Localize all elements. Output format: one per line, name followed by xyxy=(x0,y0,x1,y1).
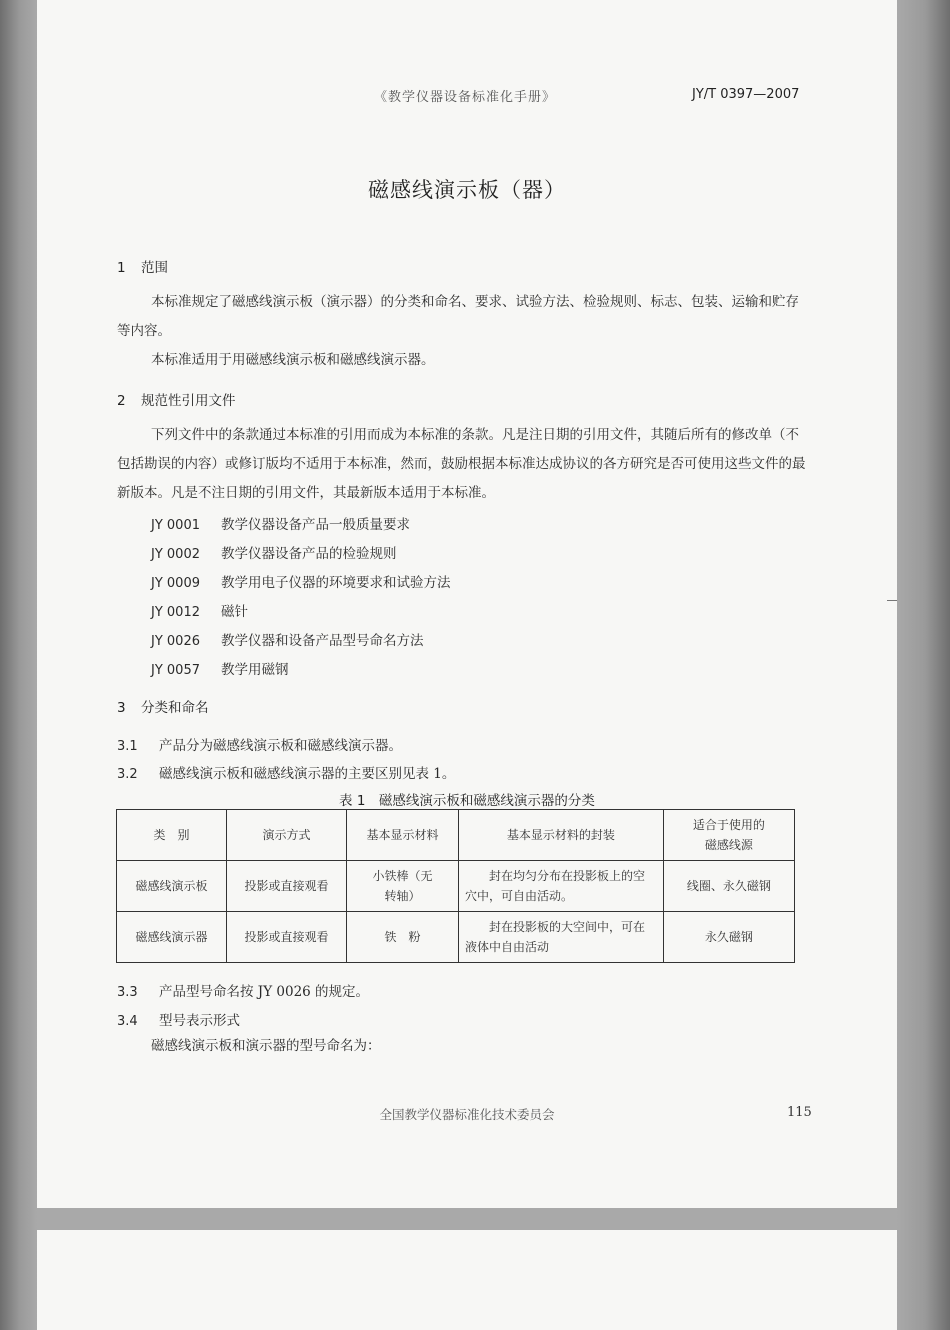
clause-number: 3.3 xyxy=(117,985,138,1000)
scan-mark xyxy=(887,600,897,601)
table-cell: 投影或直接观看 xyxy=(226,861,346,912)
document-title: 磁感线演示板（器） xyxy=(368,178,566,202)
clause-3-2 xyxy=(117,762,455,782)
reference-code: JY 0002 xyxy=(151,547,200,562)
table-cell: 磁感线演示器 xyxy=(117,912,227,963)
reference-title: 教学仪器和设备产品型号命名方法 xyxy=(221,633,424,649)
reference-title: 磁针 xyxy=(221,604,248,620)
section-1-paragraph-2: 本标准适用于用磁感线演示板和磁感线演示器。 xyxy=(151,352,435,368)
table-cell: 投影或直接观看 xyxy=(226,912,346,963)
section-3-heading xyxy=(117,696,209,716)
reference-code: JY 0026 xyxy=(151,634,200,649)
clause-text: 产品分为磁感线演示板和磁感线演示器。 xyxy=(159,738,402,754)
clause-number: 3.1 xyxy=(117,739,138,754)
section-1-paragraph-1: 本标准规定了磁感线演示板（演示器）的分类和命名、要求、试验方法、检验规则、标志、包装、运输和贮存等内容。 xyxy=(117,294,799,339)
table-caption: 表 1 磁感线演示板和磁感线演示器的分类 xyxy=(339,793,595,809)
table-cell xyxy=(347,861,459,912)
table-header-cell: 演示方式 xyxy=(226,810,346,861)
clause-3-4-paragraph: 磁感线演示板和演示器的型号命名为： xyxy=(151,1038,381,1054)
table-cell-text: 小铁棒（无转轴） xyxy=(372,869,433,903)
clause-text: 产品型号命名按 JY 0026 的规定。 xyxy=(159,984,370,1000)
table-row xyxy=(117,912,795,963)
reference-title: 教学用电子仪器的环境要求和试验方法 xyxy=(221,575,451,591)
section-2-paragraph-1: 下列文件中的条款通过本标准的引用而成为本标准的条款。凡是注日期的引用文件，其随后所有的修改单（不包括勘误的内容）或修订版均不适用于本标准，然而，鼓励根据本标准达成协议的各方研究是否可使用这些文件的最新版本。凡是不注日期的引用文件，其最新版本适用于本标准。 xyxy=(117,427,806,501)
classification-table xyxy=(116,809,795,963)
table-header-row xyxy=(117,810,795,861)
clause-number: 3.2 xyxy=(117,767,138,782)
reference-code: JY 0012 xyxy=(151,605,200,620)
table-cell: 磁感线演示板 xyxy=(117,861,227,912)
table-header-cell: 类 别 xyxy=(117,810,227,861)
next-page xyxy=(37,1230,897,1330)
reference-code: JY 0057 xyxy=(151,663,200,678)
document-page xyxy=(37,0,897,1208)
reference-item xyxy=(151,571,451,591)
clause-text: 磁感线演示板和磁感线演示器的主要区别见表 1。 xyxy=(159,766,456,782)
reference-title: 教学仪器设备产品一般质量要求 xyxy=(221,517,410,533)
reference-code: JY 0009 xyxy=(151,576,200,591)
table-row xyxy=(117,861,795,912)
clause-3-3 xyxy=(117,980,369,1000)
table-cell: 封在均匀分布在投影板上的空穴中，可自由活动。 xyxy=(459,861,664,912)
reference-code: JY 0001 xyxy=(151,518,200,533)
clause-3-1 xyxy=(117,734,402,754)
section-1-number: 1 xyxy=(117,260,126,276)
section-2-number: 2 xyxy=(117,393,126,409)
section-2-title: 规范性引用文件 xyxy=(141,393,236,409)
clause-number: 3.4 xyxy=(117,1014,138,1029)
reference-item xyxy=(151,542,397,562)
page-number: 115 xyxy=(787,1105,812,1120)
table-cell: 铁 粉 xyxy=(347,912,459,963)
reference-title: 教学仪器设备产品的检验规则 xyxy=(221,546,397,562)
clause-3-4 xyxy=(117,1009,240,1029)
section-1-heading xyxy=(117,256,168,276)
footer-organization: 全国教学仪器标准化技术委员会 xyxy=(379,1107,555,1122)
table-header-cell: 基本显示材料的封装 xyxy=(459,810,664,861)
reference-item xyxy=(151,658,289,678)
header-standard-code: JY/T 0397—2007 xyxy=(692,87,800,102)
table-cell: 线圈、永久磁钢 xyxy=(663,861,794,912)
table-header-cell xyxy=(663,810,794,861)
reference-item xyxy=(151,513,410,533)
section-1-title: 范围 xyxy=(141,260,168,276)
table-header-cell: 基本显示材料 xyxy=(347,810,459,861)
reference-item xyxy=(151,600,248,620)
reference-item xyxy=(151,629,424,649)
table-cell: 封在投影板的大空间中，可在液体中自由活动 xyxy=(459,912,664,963)
table-header-text: 适合于使用的磁感线源 xyxy=(692,818,765,852)
table-cell: 永久磁钢 xyxy=(663,912,794,963)
section-3-title: 分类和命名 xyxy=(141,700,209,716)
reference-title: 教学用磁钢 xyxy=(221,662,289,678)
clause-text: 型号表示形式 xyxy=(159,1013,240,1029)
section-2-heading xyxy=(117,389,236,409)
section-3-number: 3 xyxy=(117,700,126,716)
header-book-title: 《教学仪器设备标准化手册》 xyxy=(374,90,557,105)
